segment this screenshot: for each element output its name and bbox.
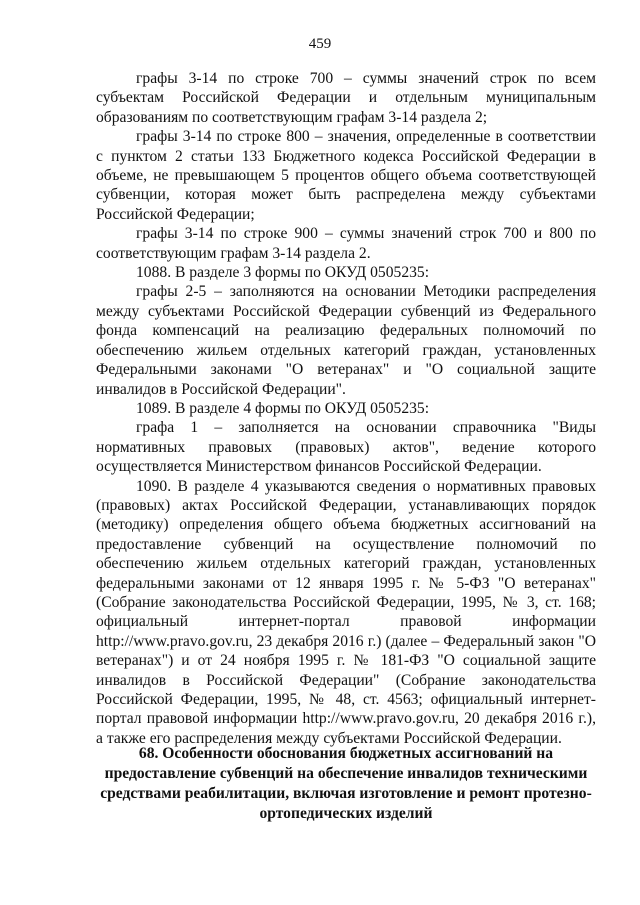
paragraph-line-900: графы 3-14 по строке 900 – суммы значений строк 700 и 800 по соответствующим графам 3-14 раздела 2. xyxy=(96,225,596,262)
paragraph-1089: 1089. В разделе 4 формы по ОКУД 0505235: xyxy=(136,399,430,417)
paragraph-columns-2-5: графы 2-5 – заполняются на основании Методики распределения между субъектами Российской Федерации субвенций из Федерального фонда компенсаций на реализацию федеральных полномочий по обеспечению жильем отдельных категорий граждан, установленных Федеральными законами "О ветеранах" и "О социальной защите инвалидов в Российской Федерации". xyxy=(96,283,596,398)
paragraph-line-700: графы 3-14 по строке 700 – суммы значений строк по всем субъектам Российской Федерации и отдельным муниципальным образованиям по соответствующим графам 3-14 раздела 2; xyxy=(96,70,596,126)
heading-line: ортопедических изделий xyxy=(259,805,433,822)
paragraph-line-800: графы 3-14 по строке 800 – значения, определенные в соответствии с пунктом 2 статьи 133 Бюджетного кодекса Российской Федерации в объеме, не превышающем 5 процентов общего объема соответствующей субвенции, которая может быть распределена между субъектами Российской Федерации; xyxy=(96,128,596,223)
section-heading xyxy=(96,744,596,824)
paragraph-1088: 1088. В разделе 3 формы по ОКУД 0505235: xyxy=(136,264,430,282)
paragraph-1090: 1090. В разделе 4 указываются сведения о нормативных правовых (правовых) актах Российской Федерации, устанавливающих порядок (методику) определения общего объема бюджетных ассигнований на предоставление субвенций на осуществление полномочий по обеспечению жильем отдельных категорий граждан, установленных федеральными законами от 12 января 1995 г. № 5-ФЗ "О ветеранах" (Собрание законодательства Российской Федерации, 1995, № 3, ст. 168; официальный интернет-портал правовой информации http://www.pravo.gov.ru, 23 декабря 2016 г.) (далее – Федеральный закон "О ветеранах") и от 24 ноября 1995 г. № 181-ФЗ "О социальной защите инвалидов в Российской Федерации" (Собрание законодательства Российской Федерации, 1995, № 48, ст. 4563; официальный интернет-портал правовой информации http://www.pravo.gov.ru, 20 декабря 2016 г.), а также его распределения между субъектами Российской Федерации. xyxy=(96,477,596,747)
heading-line: 68. Особенности обоснования бюджетных ассигнований на xyxy=(138,745,554,762)
paragraph-column-1: графа 1 – заполняется на основании справочника "Виды нормативных правовых (правовых) актов", ведение которого осуществляется Министерством финансов Российской Федерации. xyxy=(96,419,596,476)
page-number: 459 xyxy=(308,36,332,52)
heading-line: предоставление субвенций на обеспечение инвалидов техническими xyxy=(104,765,588,782)
document-body xyxy=(96,69,596,748)
heading-line: средствами реабилитации, включая изготовление и ремонт протезно- xyxy=(100,785,592,802)
